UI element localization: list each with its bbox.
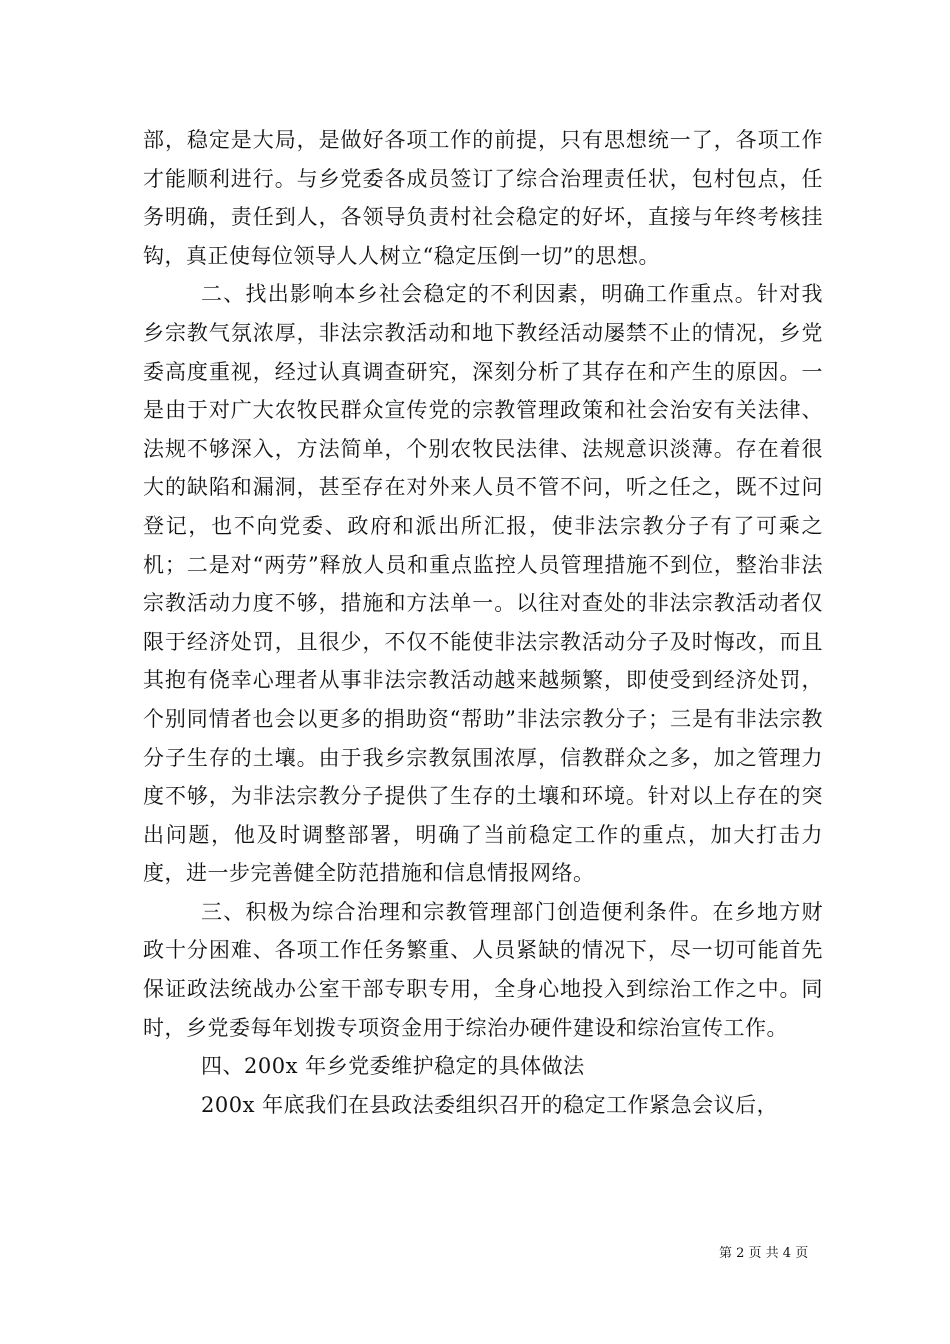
page-number-footer: 第 2 页 共 4 页 [719, 1246, 809, 1261]
paragraph-2: 二、找出影响本乡社会稳定的不利因素，明确工作重点。针对我乡宗教气氛浓厚，非法宗教活动和地下教经活动屡禁不止的情况，乡党委高度重视，经过认真调查研究，深刻分析了其存在和产生的原因。一是由于对广大农牧民群众宣传党的宗教管理政策和社会治安有关法律、法规不够深入，方法简单，个别农牧民法律、法规意识淡薄。存在着很大的缺陷和漏洞，甚至存在对外来人员不管不问，听之任之，既不过问登记，也不向党委、政府和派出所汇报，使非法宗教分子有了可乘之机；二是对“两劳”释放人员和重点监控人员管理措施不到位，整治非法宗教活动力度不够，措施和方法单一。以往对查处的非法宗教活动者仅限于经济处罚，且很少，不仅不能使非法宗教活动分子及时悔改，而且其抱有侥幸心理者从事非法宗教活动越来越频繁，即使受到经济处罚，个别同情者也会以更多的捐助资“帮助”非法宗教分子；三是有非法宗教分子生存的土壤。由于我乡宗教氛围浓厚，信教群众之多，加之管理力度不够，为非法宗教分子提供了生存的土壤和环境。针对以上存在的突出问题，他及时调整部署，明确了当前稳定工作的重点，加大打击力度，进一步完善健全防范措施和信息情报网络。 [143, 282, 823, 886]
paragraph-5: 200x 年底我们在县政法委组织召开的稳定工作紧急会议后， [201, 1092, 779, 1117]
paragraph-1: 部，稳定是大局，是做好各项工作的前提，只有思想统一了，各项工作才能顺利进行。与乡党委各成员签订了综合治理责任状，包村包点，任务明确，责任到人，各领导负责村社会稳定的好坏，直接与年终考核挂钩，真正使每位领导人人树立“稳定压倒一切”的思想。 [143, 128, 823, 268]
paragraph-4-heading: 四、200x 年乡党委维护稳定的具体做法 [201, 1054, 585, 1079]
document-body [143, 121, 823, 1124]
paragraph-3: 三、积极为综合治理和宗教管理部门创造便利条件。在乡地方财政十分困难、各项工作任务繁重、人员紧缺的情况下，尽一切可能首先保证政法统战办公室干部专职专用，全身心地投入到综治工作之中。同时，乡党委每年划拨专项资金用于综治办硬件建设和综治宣传工作。 [143, 899, 823, 1040]
